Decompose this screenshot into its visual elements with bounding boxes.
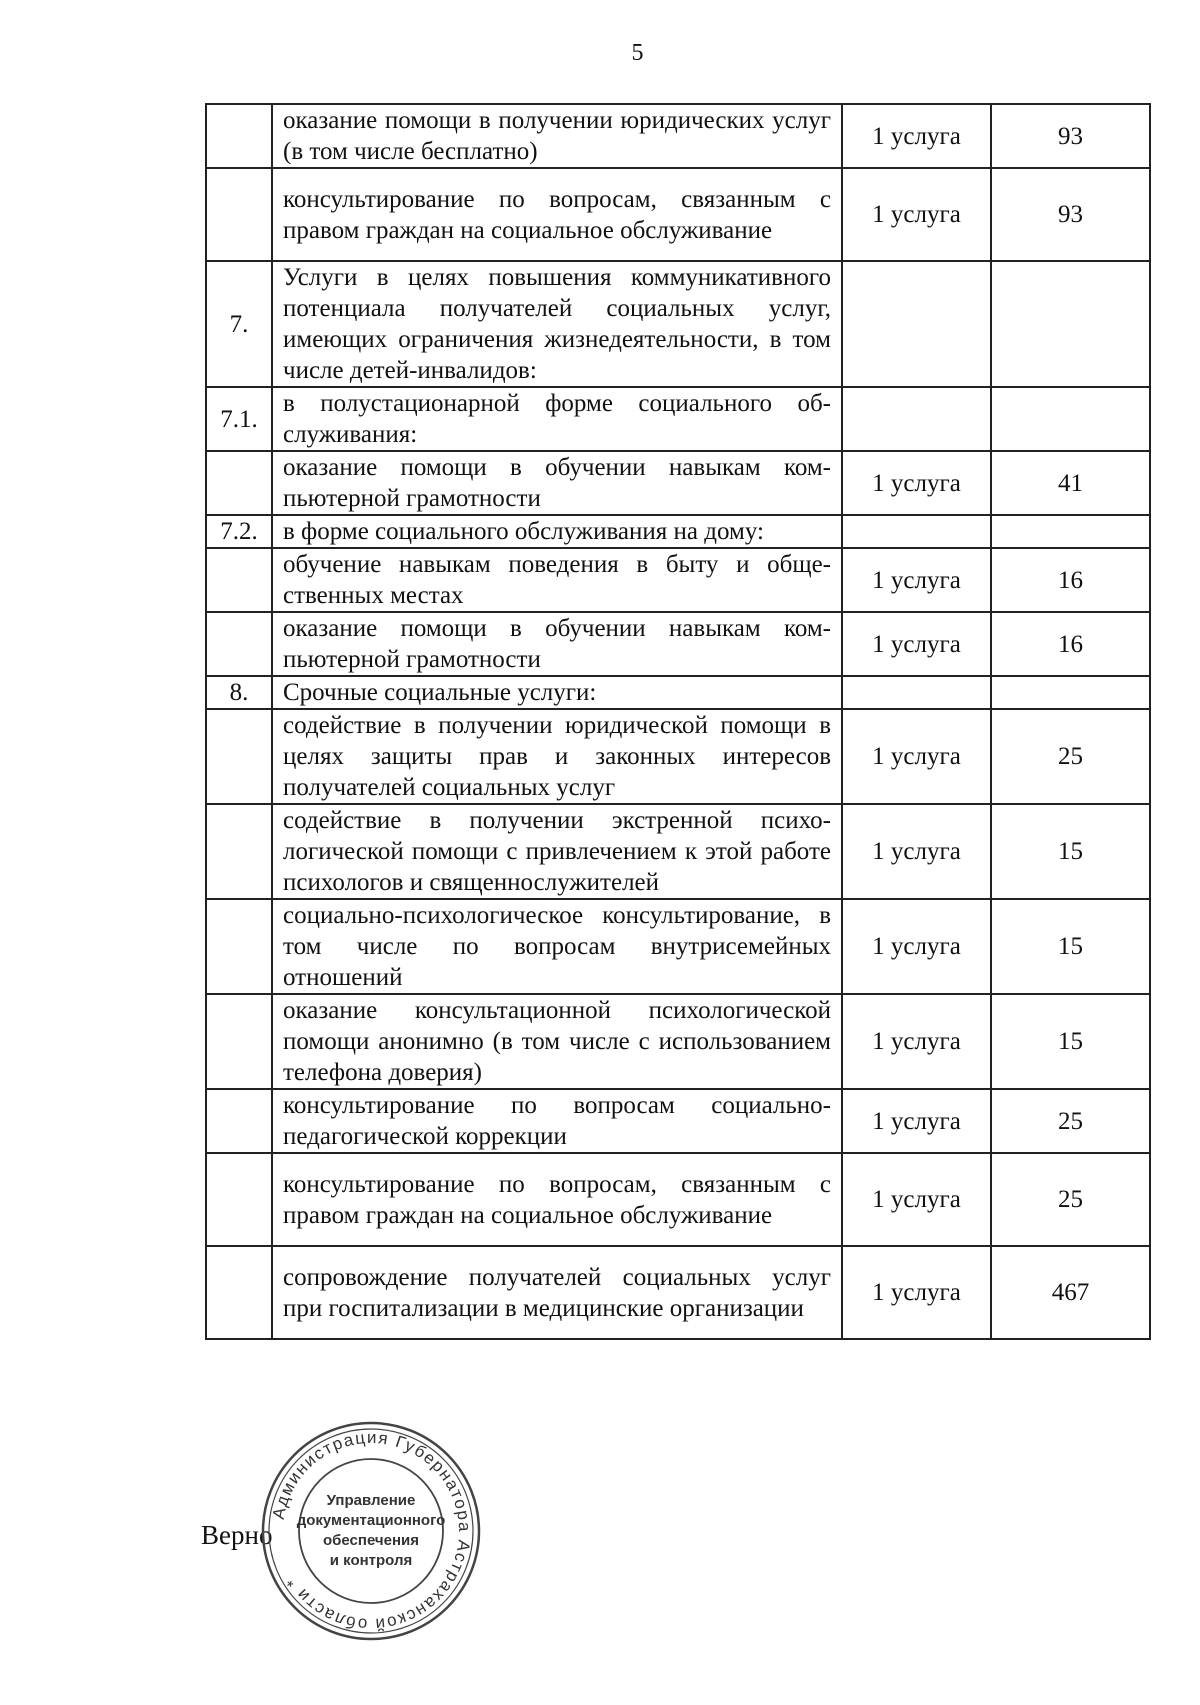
service-description-cell: в форме социального обслуживания на дому: bbox=[272, 515, 842, 548]
service-description-cell: оказание помощи в обучении навыкам компьютерной грамотности bbox=[272, 612, 842, 676]
row-number-cell bbox=[206, 1153, 272, 1246]
unit-cell: 1 услуга bbox=[842, 804, 991, 899]
unit-cell bbox=[842, 387, 991, 451]
quantity-cell: 25 bbox=[991, 1089, 1150, 1153]
quantity-cell bbox=[991, 387, 1150, 451]
row-number-cell bbox=[206, 804, 272, 899]
quantity-cell: 25 bbox=[991, 709, 1150, 804]
seal-center-line: обеспечения bbox=[322, 1532, 420, 1549]
service-description-cell: консультирование по вопросам, связанным с правом граждан на социальное обслуживание bbox=[272, 1153, 842, 1246]
table-row bbox=[206, 804, 1150, 899]
service-description-cell: содействие в получении юридической помощи в целях защиты прав и законных интересов получателей социальных услуг bbox=[272, 709, 842, 804]
quantity-cell: 15 bbox=[991, 804, 1150, 899]
unit-cell: 1 услуга bbox=[842, 168, 991, 261]
table-row bbox=[206, 994, 1150, 1089]
seal-center-line: Управление bbox=[326, 1492, 416, 1509]
unit-cell bbox=[842, 515, 991, 548]
table-row bbox=[206, 1089, 1150, 1153]
service-description-cell: консультирование по вопросам социально-педагогической коррекции bbox=[272, 1089, 842, 1153]
quantity-cell: 16 bbox=[991, 548, 1150, 612]
service-description-cell: обучение навыкам поведения в быту и общественных местах bbox=[272, 548, 842, 612]
service-description-cell: сопровождение получателей социальных услуг при госпитализации в медицинские организации bbox=[272, 1246, 842, 1339]
service-description-cell: в полустационарной форме социального обслуживания: bbox=[272, 387, 842, 451]
row-number-cell bbox=[206, 104, 272, 168]
seal-ring-text: Администрация Губернатора Астраханской области * bbox=[268, 1427, 475, 1635]
seal-center-text bbox=[260, 1420, 482, 1642]
row-number-cell bbox=[206, 1089, 272, 1153]
unit-cell: 1 услуга bbox=[842, 709, 991, 804]
service-description-cell: консультирование по вопросам, связанным с правом граждан на социальное обслуживание bbox=[272, 168, 842, 261]
table-row bbox=[206, 709, 1150, 804]
row-number-cell bbox=[206, 709, 272, 804]
quantity-cell: 93 bbox=[991, 104, 1150, 168]
unit-cell: 1 услуга bbox=[842, 1089, 991, 1153]
quantity-cell bbox=[991, 261, 1150, 387]
services-table bbox=[205, 103, 1151, 1340]
unit-cell: 1 услуга bbox=[842, 451, 991, 515]
official-seal bbox=[260, 1420, 482, 1642]
table-row bbox=[206, 899, 1150, 994]
table-row bbox=[206, 612, 1150, 676]
quantity-cell: 93 bbox=[991, 168, 1150, 261]
table-row bbox=[206, 676, 1150, 709]
service-description-cell: оказание помощи в обучении навыкам компьютерной грамотности bbox=[272, 451, 842, 515]
row-number-cell bbox=[206, 899, 272, 994]
unit-cell bbox=[842, 676, 991, 709]
quantity-cell: 467 bbox=[991, 1246, 1150, 1339]
row-number-cell bbox=[206, 451, 272, 515]
row-number-cell bbox=[206, 612, 272, 676]
quantity-cell: 16 bbox=[991, 612, 1150, 676]
table-row bbox=[206, 515, 1150, 548]
unit-cell: 1 услуга bbox=[842, 1246, 991, 1339]
quantity-cell bbox=[991, 515, 1150, 548]
quantity-cell bbox=[991, 676, 1150, 709]
table-row bbox=[206, 451, 1150, 515]
unit-cell: 1 услуга bbox=[842, 1153, 991, 1246]
table-row bbox=[206, 1246, 1150, 1339]
page-number: 5 bbox=[631, 40, 644, 66]
seal-center-line: документационного bbox=[296, 1512, 446, 1529]
table-row bbox=[206, 168, 1150, 261]
row-number-cell: 7.2. bbox=[206, 515, 272, 548]
row-number-cell bbox=[206, 548, 272, 612]
row-number-cell bbox=[206, 994, 272, 1089]
seal-center-line: и контроля bbox=[329, 1552, 413, 1569]
service-description-cell: Срочные социальные услуги: bbox=[272, 676, 842, 709]
unit-cell: 1 услуга bbox=[842, 899, 991, 994]
table-body bbox=[206, 104, 1150, 1339]
service-description-cell: оказание помощи в получении юридических услуг (в том числе бесплатно) bbox=[272, 104, 842, 168]
service-description-cell: оказание консультационной психологической помощи анонимно (в том числе с использованием телефона доверия) bbox=[272, 994, 842, 1089]
table-row bbox=[206, 104, 1150, 168]
row-number-cell bbox=[206, 1246, 272, 1339]
service-description-cell: социально-психологическое консультирование, в том числе по вопросам внутрисемейных отношений bbox=[272, 899, 842, 994]
unit-cell: 1 услуга bbox=[842, 994, 991, 1089]
table-row bbox=[206, 261, 1150, 387]
row-number-cell: 8. bbox=[206, 676, 272, 709]
quantity-cell: 25 bbox=[991, 1153, 1150, 1246]
row-number-cell bbox=[206, 168, 272, 261]
unit-cell: 1 услуга bbox=[842, 548, 991, 612]
unit-cell: 1 услуга bbox=[842, 104, 991, 168]
table-row bbox=[206, 387, 1150, 451]
row-number-cell: 7. bbox=[206, 261, 272, 387]
row-number-cell: 7.1. bbox=[206, 387, 272, 451]
table-row bbox=[206, 1153, 1150, 1246]
verno-label: Верно bbox=[201, 1520, 273, 1550]
quantity-cell: 41 bbox=[991, 451, 1150, 515]
service-description-cell: содействие в получении экстренной психологической помощи с привлечением к этой работе психологов и священнослужителей bbox=[272, 804, 842, 899]
unit-cell: 1 услуга bbox=[842, 612, 991, 676]
service-description-cell: Услуги в целях повышения коммуникативного потенциала получателей социальных услуг, имеющих ограничения жизнедеятельности, в том числе детей-инвалидов: bbox=[272, 261, 842, 387]
unit-cell bbox=[842, 261, 991, 387]
quantity-cell: 15 bbox=[991, 899, 1150, 994]
table-row bbox=[206, 548, 1150, 612]
quantity-cell: 15 bbox=[991, 994, 1150, 1089]
